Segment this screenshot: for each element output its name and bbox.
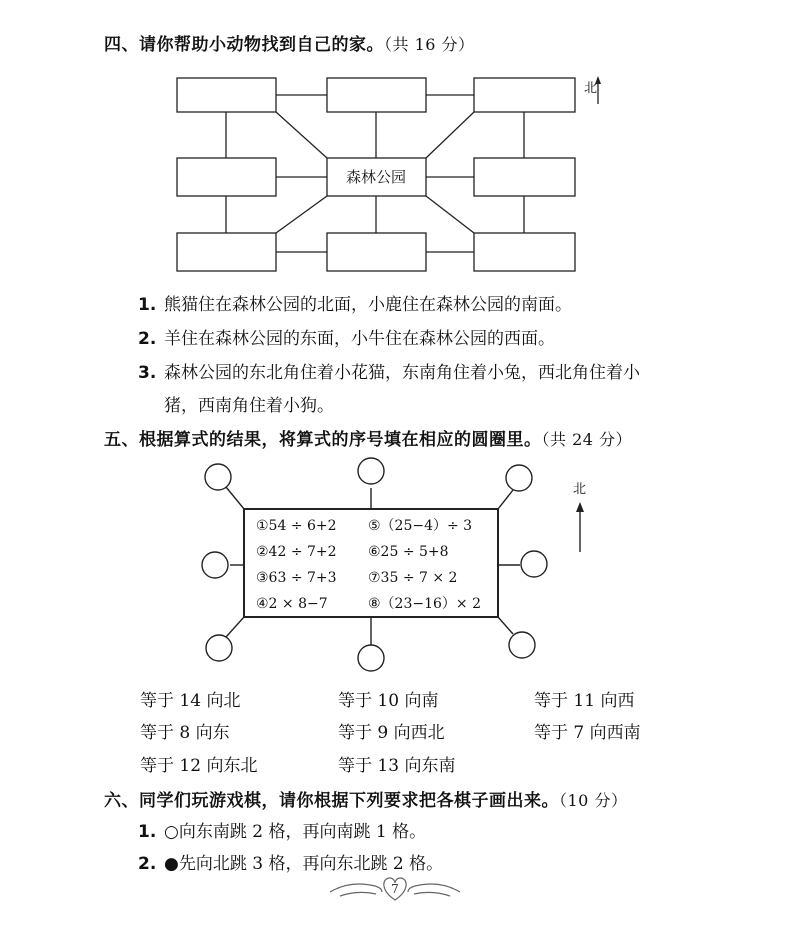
- q4-north-label: 北: [584, 81, 598, 96]
- spoke-line: [498, 490, 513, 509]
- circle-southwest[interactable]: [206, 635, 232, 661]
- circle-east[interactable]: [521, 551, 547, 577]
- circle-west[interactable]: [202, 552, 228, 578]
- circle-northeast[interactable]: [506, 465, 532, 491]
- q6-item-2: 2. ●先向北跳 3 格，再向东北跳 2 格。: [138, 854, 444, 874]
- expression-8: ⑧（23−16）× 2: [368, 596, 481, 612]
- direction-rule: 等于 9 向西北: [338, 723, 445, 743]
- q4-title: 四、请你帮助小动物找到自己的家。: [104, 35, 384, 55]
- expression-5: ⑤（25−4）÷ 3: [368, 518, 473, 534]
- expression-2: ②42 ÷ 7+2: [256, 544, 337, 560]
- direction-rule: 等于 12 向东北: [140, 756, 258, 776]
- q4-points: （共 16 分）: [384, 35, 475, 54]
- expression-7: ⑦35 ÷ 7 × 2: [368, 570, 458, 586]
- expression-3: ③63 ÷ 7+3: [256, 570, 337, 586]
- direction-rule: 等于 7 向西南: [534, 723, 641, 743]
- q4-clue-3: 3. 森林公园的东北角住着小花猫，东南角住着小兔，西北角住着小: [138, 363, 640, 383]
- direction-rule: 等于 13 向东南: [338, 756, 456, 776]
- q6-title: 六、同学们玩游戏棋，请你根据下列要求把各棋子画出来。: [104, 791, 559, 811]
- q4-clue-1: 1. 熊猫住在森林公园的北面，小鹿住在森林公园的南面。: [138, 295, 572, 315]
- circle-southeast[interactable]: [509, 632, 535, 658]
- circle-northwest[interactable]: [205, 464, 231, 490]
- north-arrow-head-icon: [576, 502, 584, 512]
- spoke-line: [498, 617, 513, 634]
- direction-rule: 等于 14 向北: [140, 691, 241, 711]
- q6-heading: [104, 786, 627, 811]
- circle-north[interactable]: [358, 458, 384, 484]
- q5-title: 五、根据算式的结果，将算式的序号填在相应的圆圈里。: [104, 430, 542, 450]
- spoke-line: [226, 487, 244, 509]
- q5-points: （共 24 分）: [541, 430, 633, 449]
- spoke-line: [226, 617, 244, 637]
- expression-6: ⑥25 ÷ 5+8: [368, 544, 449, 560]
- ornament-swirl-left: [340, 892, 376, 896]
- forest-park-label: 森林公园: [345, 168, 407, 186]
- ornament-swirl-right: [414, 892, 450, 896]
- q4-clue-2: 2. 羊住在森林公园的东面，小牛住在森林公园的西面。: [138, 329, 555, 349]
- q6-item-1: 1. ○向东南跳 2 格，再向南跳 1 格。: [138, 822, 427, 842]
- ornament-swirl-right: [408, 884, 460, 892]
- q4-clue-3-continued: 猪，西南角住着小狗。: [164, 396, 334, 416]
- direction-rule: 等于 10 向南: [338, 691, 439, 711]
- direction-rule: 等于 11 向西: [534, 691, 635, 711]
- q6-points: （10 分）: [559, 791, 628, 810]
- circle-south[interactable]: [358, 645, 384, 671]
- direction-rule: 等于 8 向东: [140, 723, 230, 743]
- expression-1: ①54 ÷ 6+2: [256, 518, 337, 534]
- page-number: 7: [391, 882, 399, 896]
- ornament-swirl-left: [330, 884, 382, 892]
- expression-4: ④2 × 8−7: [256, 596, 328, 612]
- q5-north-label: 北: [573, 482, 587, 497]
- page-number-ornament: [320, 872, 470, 906]
